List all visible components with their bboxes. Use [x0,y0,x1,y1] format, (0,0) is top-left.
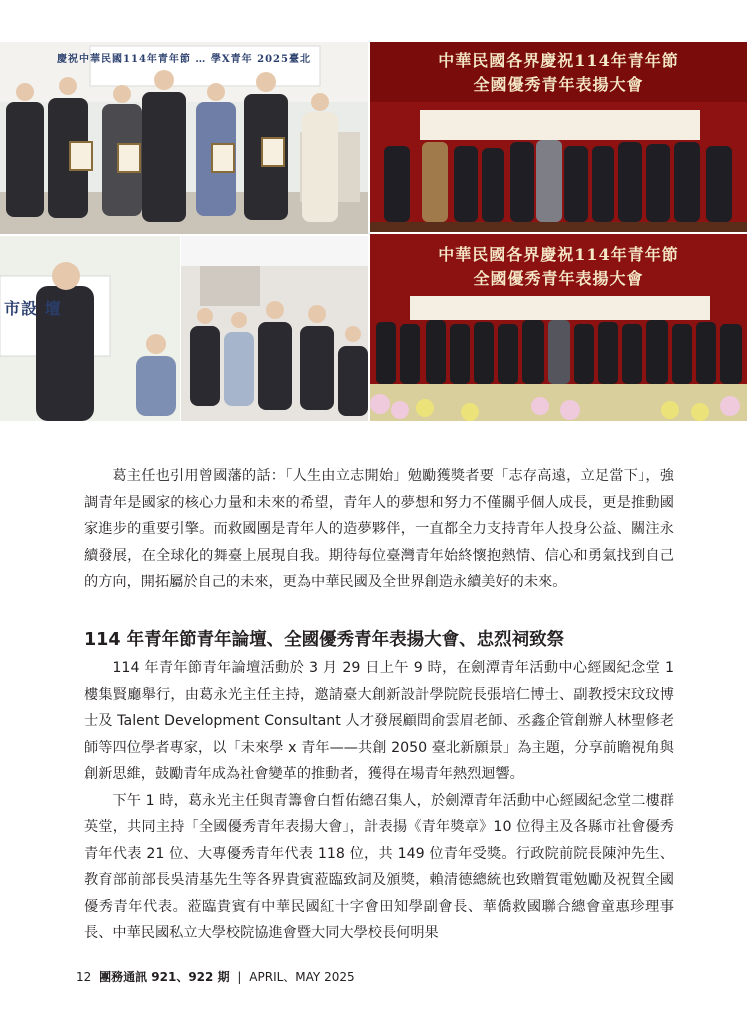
footer-separator: | [237,970,242,984]
banner-title-line2: 全國優秀青年表揚大會 [473,269,644,288]
publication-date: APRIL、MAY 2025 [249,970,355,984]
photo-banner-text: 慶祝中華民國114年青年節 … 學X青年 2025臺北 [57,54,311,65]
photo-award-recipients [0,42,368,234]
photo-stage-group-2 [370,234,747,421]
page-number: 12 [76,970,92,984]
paragraph-1: 葛主任也引用曾國藩的話：「人生由立志開始」勉勵獲獎者要「志存高遠，立足當下」，強調青年是國家的核心力量和未來的希望，青年人的夢想和努力不僅關乎個人成長，更是推動國家進步的重要引擎。而救國團是青年人的造夢夥伴，一直都全力支持青年人投身公益、關注永續發展，在全球化的舞臺上展現自我。期待每位臺灣青年始終懷抱熱情、信心和勇氣找到自己的方向，開拓屬於自己的未來，更為中華民國及全世界創造永續美好的未來。 [84,468,674,590]
page-footer [76,968,359,985]
article-intro [84,463,674,596]
banner-title-line1: 中華民國各界慶祝114年青年節 [438,245,679,264]
photo-stage-group-1 [370,42,747,232]
photo-banner-text: 市設 壇 [4,299,62,318]
banner-title-line1: 中華民國各界慶祝114年青年節 [438,51,679,70]
section-heading: 114 年青年節青年論壇、全國優秀青年表揚大會、忠烈祠致祭 [84,630,565,650]
article-body [84,655,674,947]
paragraph-2: 114 年青年節青年論壇活動於 3 月 29 日上午 9 時，在劍潭青年活動中心經國紀念堂 1 樓集賢廳舉行，由葛永光主任主持，邀請臺大創新設計學院院長張培仁博士、副教授宋玟玟博士及 Talent Development Consultant 人才發展顧問俞雲眉老師、丞鑫企管創辦人林聖修老師等四位學者專家，以「未來學 x 青年——共創 2050 臺北新願景」為主題，分享前瞻視角與創新思維，鼓勵青年成為社會變革的推動者，獲得在場青年熱烈迴響。 [84,660,674,782]
publication-title: 團務通訊 921、922 期 [99,970,230,984]
photo-speaker-audience [0,236,368,421]
banner-title-line2: 全國優秀青年表揚大會 [473,75,644,94]
paragraph-3: 下午 1 時，葛永光主任與青籌會白晳佑總召集人，於劍潭青年活動中心經國紀念堂二樓群英堂，共同主持「全國優秀青年表揚大會」，計表揚《青年獎章》10 位得主及各縣市社會優秀青年代表 21 位、大專優秀青年代表 118 位，共 149 位青年受獎。行政院前院長陳沖先生、教育部前部長吳清基先生等各界貴賓蒞臨致詞及頒獎，賴清德總統也致贈賀電勉勵及祝賀全國優秀青年代表。蒞臨貴賓有中華民國紅十字會田知學副會長、華僑救國聯合總會童惠珍理事長、中華民國私立大學校院協進會暨大同大學校長何明果 [84,792,674,941]
